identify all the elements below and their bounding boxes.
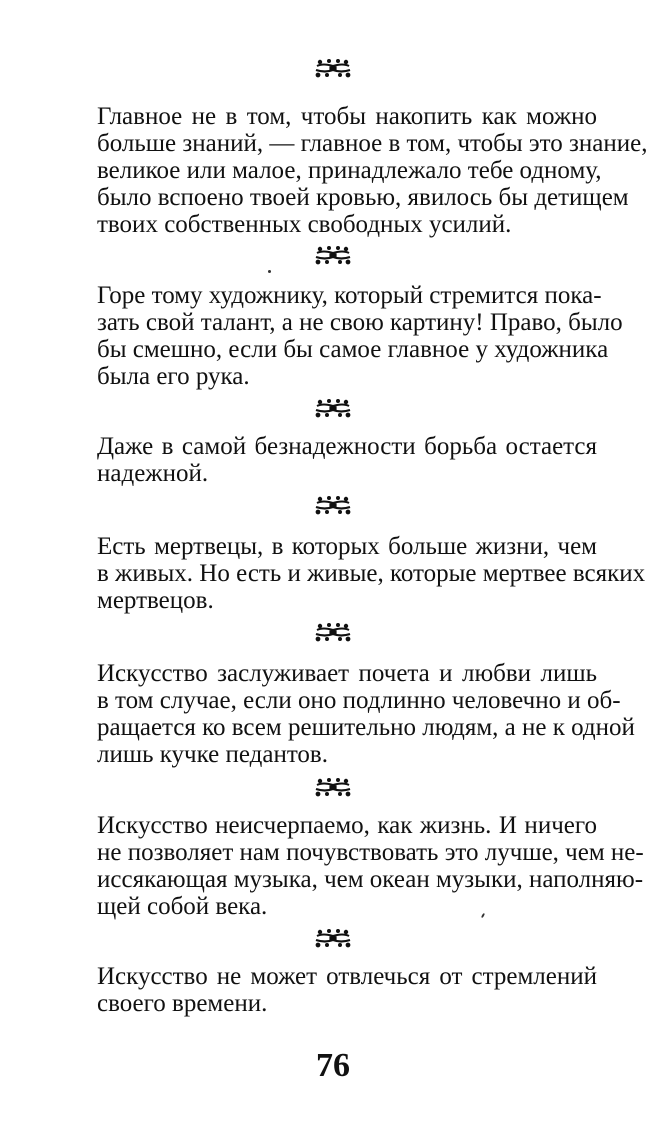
text-line: лишь кучке педантов. <box>97 741 328 768</box>
text-line: в том случае, если оно подлинно человечно и об- <box>97 687 621 714</box>
text-line: зать свой талант, а не свою картину! Право, было <box>97 309 623 336</box>
text-line: иссякающая музыка, чем океан музыки, наполняю- <box>97 866 644 893</box>
page-number: 76 <box>316 1047 350 1084</box>
text-line: надежной. <box>97 460 209 487</box>
paragraph-2 <box>97 282 623 390</box>
text-line: было вспоено твоей кровью, явилось бы детищем <box>97 184 629 211</box>
text-line: в живых. Но есть и живые, которые мертвее всяких <box>97 560 646 587</box>
paragraph-4 <box>97 533 646 614</box>
fleuron-ornament-icon <box>313 58 353 78</box>
text-line: Горе тому художнику, который стремится пока- <box>97 282 602 309</box>
fleuron-ornament-icon <box>313 398 353 418</box>
text-line: Искусство не может отвлечься от стремлений <box>97 963 597 990</box>
paragraph-6 <box>97 812 644 920</box>
text-line: мертвецов. <box>97 587 214 614</box>
text-line: твоих собственных свободных усилий. <box>97 211 512 238</box>
text-line: бы смешно, если бы самое главное у художника <box>97 336 609 363</box>
text-line: щей собой века. <box>97 893 268 920</box>
text-line: больше знаний, — главное в том, чтобы это знание, <box>97 130 648 157</box>
text-line: была его рука. <box>97 363 250 390</box>
text-line: ращается ко всем решительно людям, а не к одной <box>97 714 635 741</box>
text-line: своего времени. <box>97 990 268 1017</box>
text-line: Главное не в том, чтобы накопить как можно <box>97 103 597 130</box>
text-line: Даже в самой безнадежности борьба остается <box>97 433 597 460</box>
fleuron-ornament-icon <box>313 622 353 642</box>
paragraph-5 <box>97 660 635 768</box>
fleuron-ornament-icon <box>313 245 353 265</box>
fleuron-ornament-icon <box>313 777 353 797</box>
print-speck <box>268 270 271 273</box>
text-line: Есть мертвецы, в которых больше жизни, чем <box>97 533 597 560</box>
text-line: не позволяет нам почувствовать это лучше, чем не- <box>97 839 644 866</box>
text-line: Искусство заслуживает почета и любви лишь <box>97 660 597 687</box>
text-line: Искусство неисчерпаемо, как жизнь. И ничего <box>97 812 597 839</box>
paragraph-1 <box>97 103 648 238</box>
fleuron-ornament-icon <box>313 928 353 948</box>
fleuron-ornament-icon <box>313 495 353 515</box>
paragraph-7 <box>97 963 597 1017</box>
text-line: великое или малое, принадлежало тебе одному, <box>97 157 602 184</box>
paragraph-3 <box>97 433 597 487</box>
